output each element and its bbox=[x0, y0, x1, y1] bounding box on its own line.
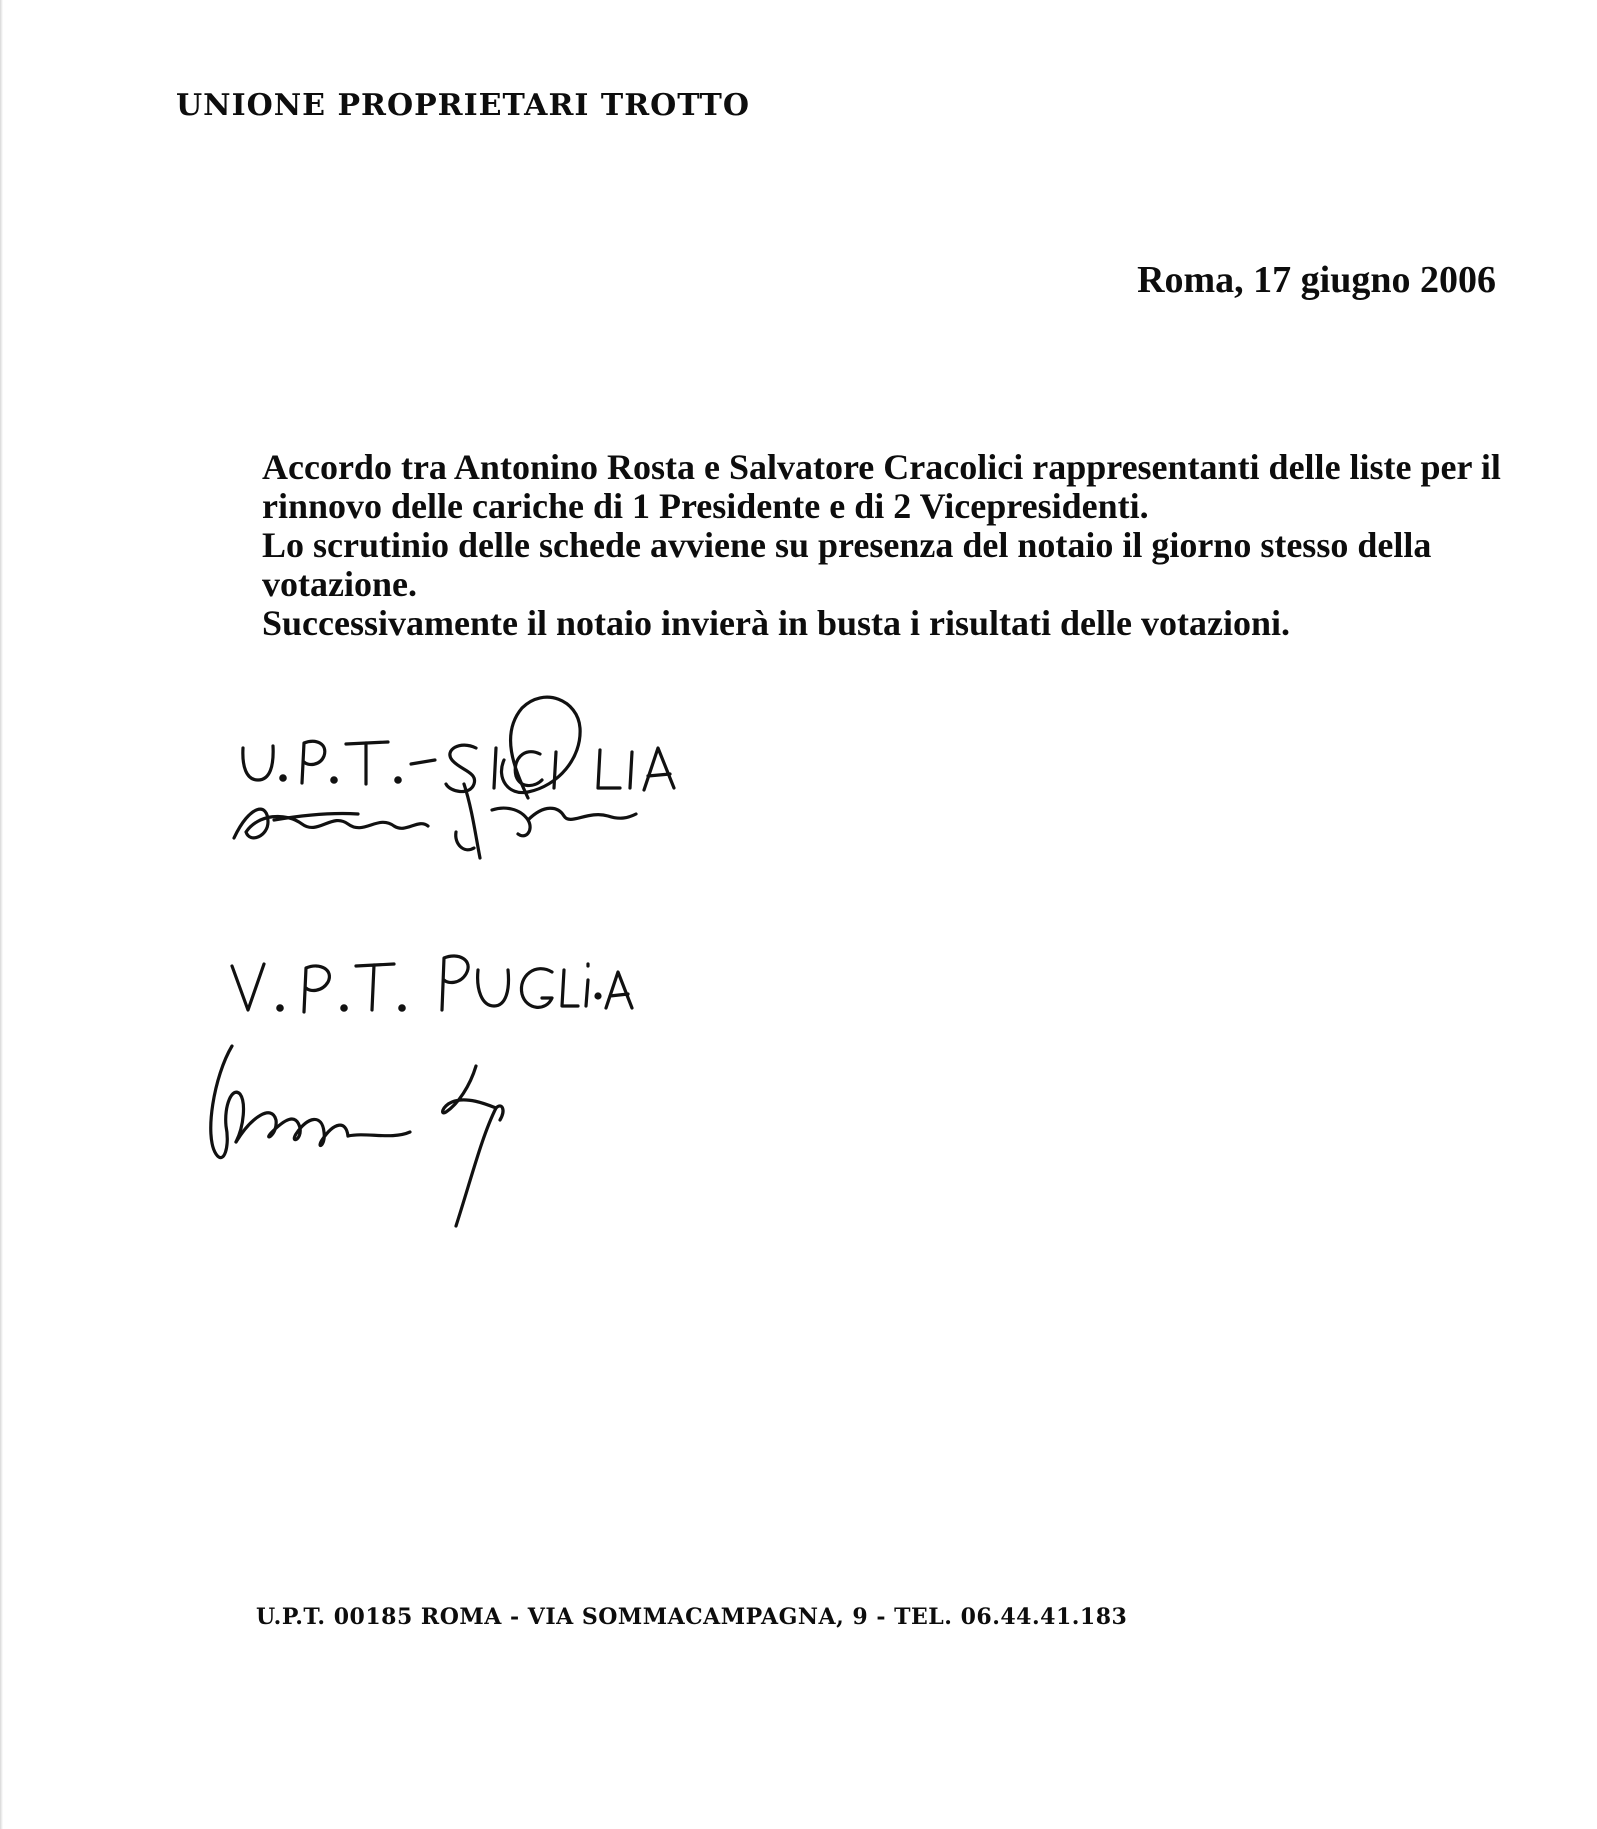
body-line: Successivamente il notaio invierà in busta i risultati delle votazioni. bbox=[262, 603, 1290, 643]
agreement-body bbox=[262, 447, 1501, 643]
letterhead-title: UNIONE PROPRIETARI TROTTO bbox=[176, 88, 750, 123]
body-line: Accordo tra Antonino Rosta e Salvatore Cracolici rappresentanti delle liste per il bbox=[262, 447, 1501, 487]
document-date: Roma, 17 giugno 2006 bbox=[1137, 259, 1496, 301]
body-line: rinnovo delle cariche di 1 Presidente e di 2 Vicepresidenti. bbox=[262, 486, 1149, 526]
scan-edge bbox=[0, 0, 3, 1829]
signature-puglia bbox=[196, 936, 666, 1236]
signature-sicilia bbox=[228, 688, 738, 868]
body-line: Lo scrutinio delle schede avviene su presenza del notaio il giorno stesso della bbox=[262, 525, 1432, 565]
body-line: votazione. bbox=[262, 564, 417, 604]
footer-address: U.P.T. 00185 ROMA - VIA SOMMACAMPAGNA, 9 - TEL. 06.44.41.183 bbox=[256, 1604, 1128, 1630]
